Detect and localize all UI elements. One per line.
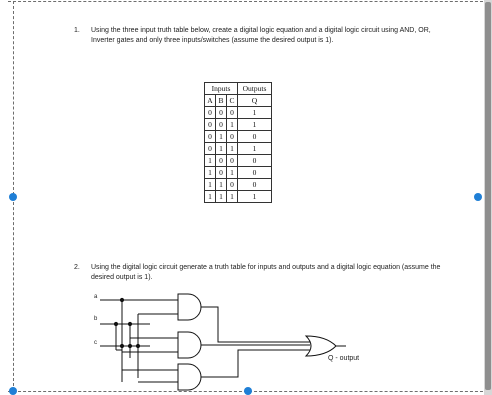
cell: 1 bbox=[216, 131, 227, 143]
cell: 0 bbox=[205, 107, 216, 119]
or-gate bbox=[306, 336, 336, 356]
table-row bbox=[205, 131, 272, 143]
junction-dot bbox=[136, 344, 139, 347]
question-1-number: 1. bbox=[74, 27, 80, 34]
cell: 1 bbox=[227, 191, 238, 203]
cell: 1 bbox=[227, 167, 238, 179]
cell: 1 bbox=[238, 191, 272, 203]
outputs-header: Outputs bbox=[238, 83, 272, 95]
cell: 1 bbox=[238, 107, 272, 119]
junction-dot bbox=[120, 298, 123, 301]
table-row bbox=[205, 143, 272, 155]
cell: 0 bbox=[238, 155, 272, 167]
junction-dot bbox=[128, 322, 131, 325]
logic-circuit-diagram bbox=[88, 290, 348, 395]
cell: 0 bbox=[216, 167, 227, 179]
cell: 0 bbox=[238, 167, 272, 179]
cell: 1 bbox=[205, 155, 216, 167]
cell: 0 bbox=[216, 107, 227, 119]
and-gate-1 bbox=[178, 294, 201, 320]
cell: 1 bbox=[205, 167, 216, 179]
table-row bbox=[205, 107, 272, 119]
question-1-text: Using the three input truth table below, create a digital logic equation and a digital logic circuit using AND, OR, Inverter gates and only three inputs/switches (assume the desired output is 1). bbox=[91, 27, 431, 44]
column-header-c: C bbox=[227, 95, 238, 107]
truth-table bbox=[204, 82, 272, 203]
cell: 0 bbox=[205, 119, 216, 131]
cell: 1 bbox=[227, 119, 238, 131]
cell: 1 bbox=[227, 143, 238, 155]
junction-dot bbox=[128, 344, 131, 347]
cell: 1 bbox=[216, 179, 227, 191]
cell: 0 bbox=[205, 143, 216, 155]
truth-table-column-header bbox=[205, 95, 272, 107]
column-header-b: B bbox=[216, 95, 227, 107]
cell: 0 bbox=[227, 155, 238, 167]
resize-handle-right[interactable] bbox=[474, 193, 482, 201]
inputs-header: Inputs bbox=[205, 83, 238, 95]
document-page bbox=[8, 0, 480, 395]
resize-handle-left[interactable] bbox=[9, 193, 17, 201]
and-gate-3 bbox=[178, 364, 201, 390]
and-gate-2 bbox=[178, 332, 201, 358]
junction-dot bbox=[120, 344, 123, 347]
resize-handle-bottom-left[interactable] bbox=[9, 387, 17, 395]
column-header-a: A bbox=[205, 95, 216, 107]
cell: 1 bbox=[238, 119, 272, 131]
cell: 0 bbox=[238, 131, 272, 143]
cell: 0 bbox=[216, 155, 227, 167]
junction-dot bbox=[114, 322, 117, 325]
table-row bbox=[205, 119, 272, 131]
table-row bbox=[205, 191, 272, 203]
input-label-b: b bbox=[94, 316, 98, 322]
input-label-c: c bbox=[94, 340, 97, 346]
scrollbar-thumb[interactable] bbox=[485, 2, 491, 390]
table-row bbox=[205, 179, 272, 191]
cell: 0 bbox=[205, 131, 216, 143]
cell: 0 bbox=[238, 179, 272, 191]
question-2-text: Using the digital logic circuit generate a truth table for inputs and outputs and a digital logic equation (assume the desired output is 1). bbox=[91, 264, 441, 281]
cell: 1 bbox=[238, 143, 272, 155]
cell: 1 bbox=[216, 191, 227, 203]
cell: 1 bbox=[205, 191, 216, 203]
table-row bbox=[205, 167, 272, 179]
cell: 0 bbox=[227, 107, 238, 119]
cell: 1 bbox=[216, 143, 227, 155]
cell: 0 bbox=[216, 119, 227, 131]
resize-handle-bottom[interactable] bbox=[244, 387, 252, 395]
question-2-number: 2. bbox=[74, 264, 80, 271]
cell: 1 bbox=[205, 179, 216, 191]
input-label-a: a bbox=[94, 294, 98, 300]
cell: 0 bbox=[227, 131, 238, 143]
table-row bbox=[205, 155, 272, 167]
column-header-q: Q bbox=[238, 95, 272, 107]
scrollbar[interactable] bbox=[484, 0, 492, 395]
output-label: Q - output bbox=[328, 355, 360, 362]
truth-table-group-header bbox=[205, 83, 272, 95]
selection-border-top bbox=[8, 1, 488, 2]
cell: 0 bbox=[227, 179, 238, 191]
